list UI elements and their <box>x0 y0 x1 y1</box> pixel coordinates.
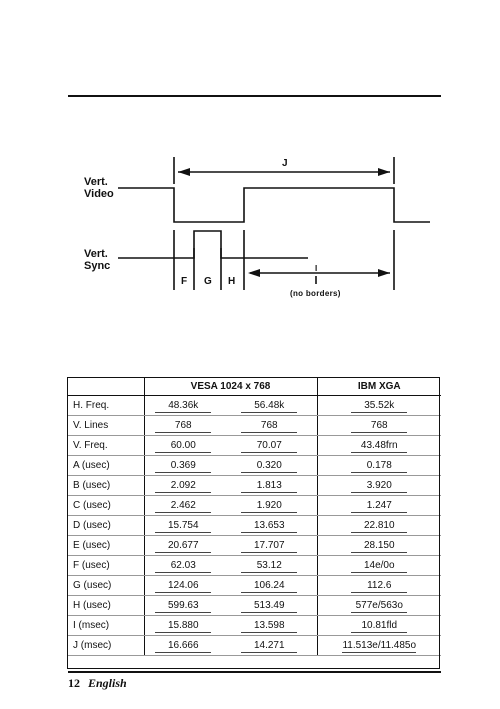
row-ibm-xga-cell <box>317 636 441 656</box>
vert-video-label-line1: Vert. <box>84 176 108 188</box>
page-number: 12 <box>68 676 80 690</box>
row-ibm-xga-cell-value: 11.513e/11.485o <box>342 639 417 651</box>
row-ibm-xga-cell <box>317 616 441 636</box>
vert-sync-label-line1: Vert. <box>84 248 108 260</box>
row-vesa-60-cell-value: 15.880 <box>155 619 211 633</box>
header-vesa: VESA 1024 x 768 <box>144 377 317 396</box>
row-vesa-70-cell-value: 106.24 <box>241 579 297 593</box>
row-vesa-60-cell <box>144 476 222 496</box>
vert-video-waveform <box>118 188 430 222</box>
row-ibm-xga-cell <box>317 536 441 556</box>
row-vesa-60-cell-value: 2.462 <box>155 499 211 513</box>
header-ibm: IBM XGA <box>317 377 441 396</box>
row-ibm-xga-cell-value: 577e/563o <box>351 599 407 613</box>
row-vesa-70-cell-value: 56.48k <box>241 399 297 413</box>
row-param-cell: A (usec) <box>68 456 144 476</box>
bottom-rule <box>68 671 441 673</box>
row-ibm-xga-cell-value: 3.920 <box>351 479 407 493</box>
row-ibm-xga-cell <box>317 576 441 596</box>
row-ibm-xga-cell-value: 112.6 <box>351 579 407 593</box>
table-row <box>68 456 441 476</box>
row-vesa-60-cell-value: 48.36k <box>155 399 211 413</box>
row-ibm-xga-cell <box>317 476 441 496</box>
row-vesa-70-cell <box>222 456 317 476</box>
table-row <box>68 396 441 416</box>
table-row <box>68 636 441 656</box>
row-vesa-70-cell <box>222 416 317 436</box>
h-label: H <box>228 276 236 287</box>
row-ibm-xga-cell-value: 35.52k <box>351 399 407 413</box>
row-vesa-60-cell-value: 62.03 <box>155 559 211 573</box>
row-vesa-60-cell-value: 768 <box>155 419 211 433</box>
row-param-cell: C (usec) <box>68 496 144 516</box>
row-param-cell: H. Freq. <box>68 396 144 416</box>
timing-table <box>68 377 441 656</box>
row-vesa-60-cell-value: 599.63 <box>155 599 211 613</box>
vert-sync-label-line2: Sync <box>84 260 111 272</box>
row-vesa-70-cell <box>222 536 317 556</box>
table-row <box>68 416 441 436</box>
row-vesa-70-cell-value: 70.07 <box>241 439 297 453</box>
row-vesa-70-cell-value: 17.707 <box>241 539 297 553</box>
row-vesa-60-cell-value: 124.06 <box>155 579 211 593</box>
row-vesa-60-cell-value: 15.754 <box>155 519 211 533</box>
row-param-cell: H (usec) <box>68 596 144 616</box>
row-param-cell: D (usec) <box>68 516 144 536</box>
row-vesa-60-cell <box>144 416 222 436</box>
table-header-row <box>68 377 441 396</box>
row-vesa-60-cell <box>144 636 222 656</box>
vert-video-label-line2: Video <box>84 188 114 200</box>
row-vesa-70-cell <box>222 396 317 416</box>
row-vesa-70-cell-value: 13.653 <box>241 519 297 533</box>
row-vesa-70-cell-value: 1.920 <box>241 499 297 513</box>
table-row <box>68 616 441 636</box>
row-vesa-60-cell <box>144 556 222 576</box>
table-row <box>68 556 441 576</box>
row-param-cell: J (msec) <box>68 636 144 656</box>
row-vesa-70-cell <box>222 436 317 456</box>
row-param-cell: E (usec) <box>68 536 144 556</box>
row-ibm-xga-cell-value: 22.810 <box>351 519 407 533</box>
row-vesa-70-cell-value: 513.49 <box>241 599 297 613</box>
row-vesa-60-cell <box>144 396 222 416</box>
row-vesa-60-cell <box>144 436 222 456</box>
row-vesa-70-cell <box>222 516 317 536</box>
row-vesa-60-cell <box>144 456 222 476</box>
row-vesa-70-cell-value: 13.598 <box>241 619 297 633</box>
row-vesa-60-cell <box>144 516 222 536</box>
row-ibm-xga-cell <box>317 556 441 576</box>
row-ibm-xga-cell <box>317 436 441 456</box>
row-param-cell: B (usec) <box>68 476 144 496</box>
row-vesa-70-cell-value: 53.12 <box>241 559 297 573</box>
row-ibm-xga-cell-value: 28.150 <box>351 539 407 553</box>
row-vesa-70-cell <box>222 636 317 656</box>
row-vesa-70-cell-value: 768 <box>241 419 297 433</box>
row-param-cell: V. Freq. <box>68 436 144 456</box>
table-row <box>68 516 441 536</box>
row-vesa-70-cell <box>222 616 317 636</box>
row-vesa-60-cell <box>144 616 222 636</box>
f-label: F <box>181 276 188 287</box>
row-param-cell: I (msec) <box>68 616 144 636</box>
row-vesa-60-cell <box>144 536 222 556</box>
i-label: I <box>315 264 318 273</box>
table-row <box>68 576 441 596</box>
j-right-arrow <box>378 168 390 176</box>
row-vesa-60-cell-value: 0.369 <box>155 459 211 473</box>
row-param-cell: G (usec) <box>68 576 144 596</box>
table-row <box>68 476 441 496</box>
row-ibm-xga-cell-value: 14e/0o <box>351 559 407 573</box>
row-ibm-xga-cell <box>317 396 441 416</box>
row-vesa-60-cell-value: 16.666 <box>155 639 211 653</box>
row-param-cell: V. Lines <box>68 416 144 436</box>
vert-sync-waveform <box>118 231 308 258</box>
row-vesa-60-cell-value: 60.00 <box>155 439 211 453</box>
row-vesa-60-cell <box>144 596 222 616</box>
row-vesa-70-cell <box>222 556 317 576</box>
table-row <box>68 536 441 556</box>
row-vesa-70-cell-value: 0.320 <box>241 459 297 473</box>
row-vesa-70-cell <box>222 576 317 596</box>
row-ibm-xga-cell-value: 43.48frn <box>351 439 407 453</box>
table-row <box>68 436 441 456</box>
header-param-cell <box>68 377 144 396</box>
i-left-arrow <box>248 269 260 277</box>
table-row <box>68 496 441 516</box>
timing-diagram <box>0 0 500 320</box>
row-ibm-xga-cell-value: 10.81fld <box>351 619 407 633</box>
row-ibm-xga-cell <box>317 596 441 616</box>
row-ibm-xga-cell-value: 0.178 <box>351 459 407 473</box>
row-ibm-xga-cell <box>317 416 441 436</box>
j-left-arrow <box>178 168 190 176</box>
no-borders-note: (no borders) <box>290 289 341 298</box>
row-vesa-70-cell-value: 1.813 <box>241 479 297 493</box>
j-label: J <box>282 158 288 169</box>
row-ibm-xga-cell <box>317 516 441 536</box>
row-vesa-60-cell-value: 2.092 <box>155 479 211 493</box>
table-body <box>68 396 441 656</box>
row-vesa-70-cell <box>222 496 317 516</box>
row-vesa-60-cell <box>144 496 222 516</box>
row-ibm-xga-cell <box>317 456 441 476</box>
row-param-cell: F (usec) <box>68 556 144 576</box>
row-vesa-70-cell-value: 14.271 <box>241 639 297 653</box>
row-vesa-70-cell <box>222 476 317 496</box>
row-vesa-70-cell <box>222 596 317 616</box>
g-label: G <box>204 276 212 287</box>
row-ibm-xga-cell <box>317 496 441 516</box>
footer-language: English <box>88 676 127 690</box>
row-ibm-xga-cell-value: 1.247 <box>351 499 407 513</box>
row-ibm-xga-cell-value: 768 <box>351 419 407 433</box>
row-vesa-60-cell-value: 20.677 <box>155 539 211 553</box>
row-vesa-60-cell <box>144 576 222 596</box>
i-right-arrow <box>378 269 390 277</box>
table-row <box>68 596 441 616</box>
